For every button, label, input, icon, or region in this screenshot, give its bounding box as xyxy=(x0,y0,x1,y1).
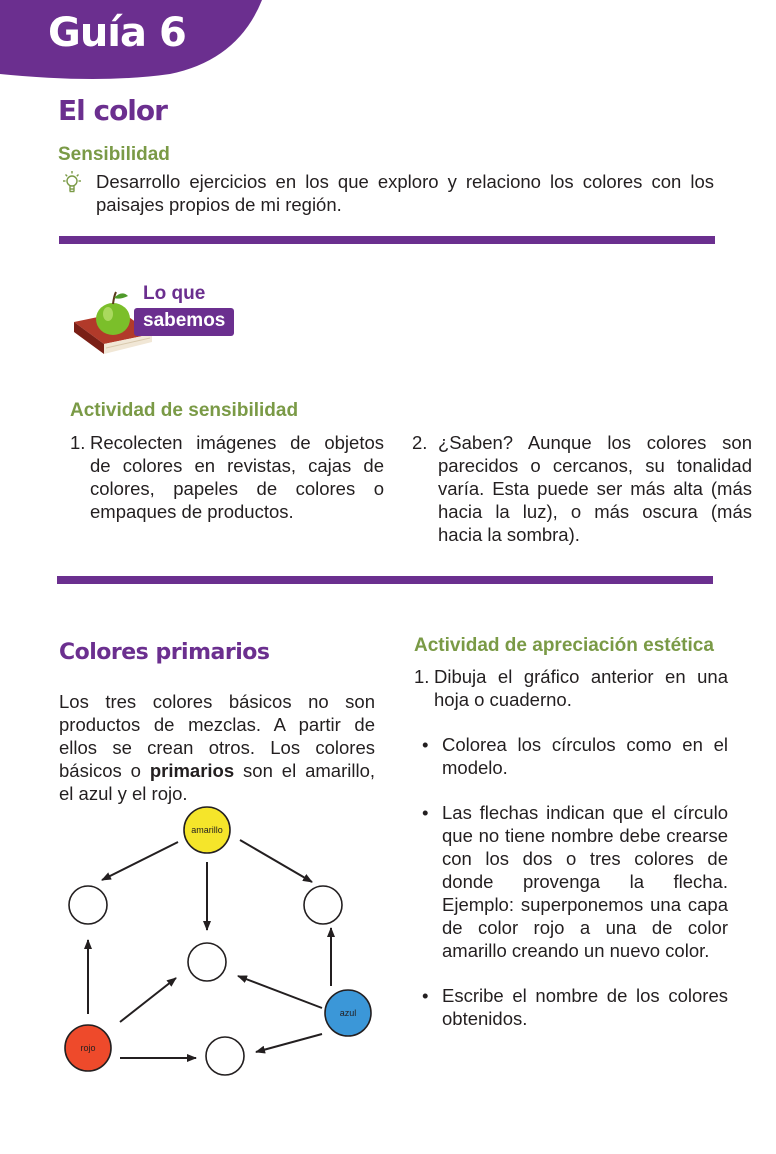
primary-colors-text-part: son el amarillo, el azul y el rojo. xyxy=(59,760,375,804)
empty-circle xyxy=(69,886,107,924)
bullet-item xyxy=(402,984,728,1030)
empty-circle xyxy=(206,1037,244,1075)
competency-heading: Sensibilidad xyxy=(58,144,170,165)
primary-colors-text xyxy=(59,690,375,805)
primary-colors-bold: primarios xyxy=(149,760,235,781)
list-number: 2. xyxy=(412,432,428,453)
activity-list-left xyxy=(58,431,384,523)
list-item-text: ¿Saben? Aunque los colores son parecidos o cercanos, su tonalidad varía. Esta puede ser más alta (más hacia la luz), o más oscura (más hacia la sombra). xyxy=(438,432,752,545)
primary-colors-heading: Colores primarios xyxy=(59,640,270,665)
primary-colors-text-part: Los tres colores básicos no son productos de mezclas. A partir de ellos se crean otros. Los colores básicos o xyxy=(59,691,375,781)
badge-line2: sabemos xyxy=(143,310,226,331)
guide-label: Guía 6 xyxy=(48,10,186,56)
yellow-label: amarillo xyxy=(191,825,223,835)
lightbulb-icon xyxy=(60,170,84,196)
list-item xyxy=(400,431,752,546)
bullet-text: Colorea los círculos como en el modelo. xyxy=(442,734,728,778)
list-number: 1. xyxy=(70,432,86,453)
bullet-text: Las flechas indican que el círculo que no tiene nombre debe crearse con los dos o tres colores de donde provenga la flecha. Ejemplo: superponemos una capa de color rojo a una de color amarillo creando un nuevo color. xyxy=(442,802,728,961)
bullet-item xyxy=(402,801,728,962)
list-item-text: Dibuja el gráfico anterior en una hoja o cuaderno. xyxy=(434,666,728,710)
arrow xyxy=(238,976,322,1008)
list-item xyxy=(58,431,384,523)
list-item-text: Recolecten imágenes de objetos de colores en revistas, cajas de colores, papeles de colores o empaques de productos. xyxy=(90,432,384,522)
section-divider xyxy=(57,576,713,584)
activity-list-right xyxy=(400,431,752,546)
bullet-text: Escribe el nombre de los colores obtenidos. xyxy=(442,985,728,1029)
badge-line1: Lo que xyxy=(143,283,206,304)
competency-text: Desarrollo ejercicios en los que exploro y relaciono los colores con los paisajes propios de mi región. xyxy=(96,171,714,215)
color-mix-diagram xyxy=(40,790,400,1090)
bullet-dot: • xyxy=(422,802,429,823)
bullet-dot: • xyxy=(422,734,429,755)
bullet-dot: • xyxy=(422,985,429,1006)
arrow xyxy=(240,840,312,882)
bullet-item xyxy=(402,733,728,779)
arrow xyxy=(120,978,176,1022)
section-divider xyxy=(59,236,715,244)
arrow xyxy=(256,1034,322,1052)
list-number: 1. xyxy=(414,666,430,687)
page-title: El color xyxy=(58,94,167,127)
activity-apreciacion-heading: Actividad de apreciación estética xyxy=(414,635,714,656)
activity-apreciacion-list xyxy=(402,665,728,1052)
arrow xyxy=(102,842,178,880)
activity-sensibilidad-heading: Actividad de sensibilidad xyxy=(70,400,299,421)
blue-label: azul xyxy=(339,1008,357,1018)
list-item xyxy=(402,665,728,1030)
bullet-list xyxy=(402,733,728,1030)
empty-circle xyxy=(188,943,226,981)
red-label: rojo xyxy=(80,1043,96,1053)
empty-circle xyxy=(304,886,342,924)
